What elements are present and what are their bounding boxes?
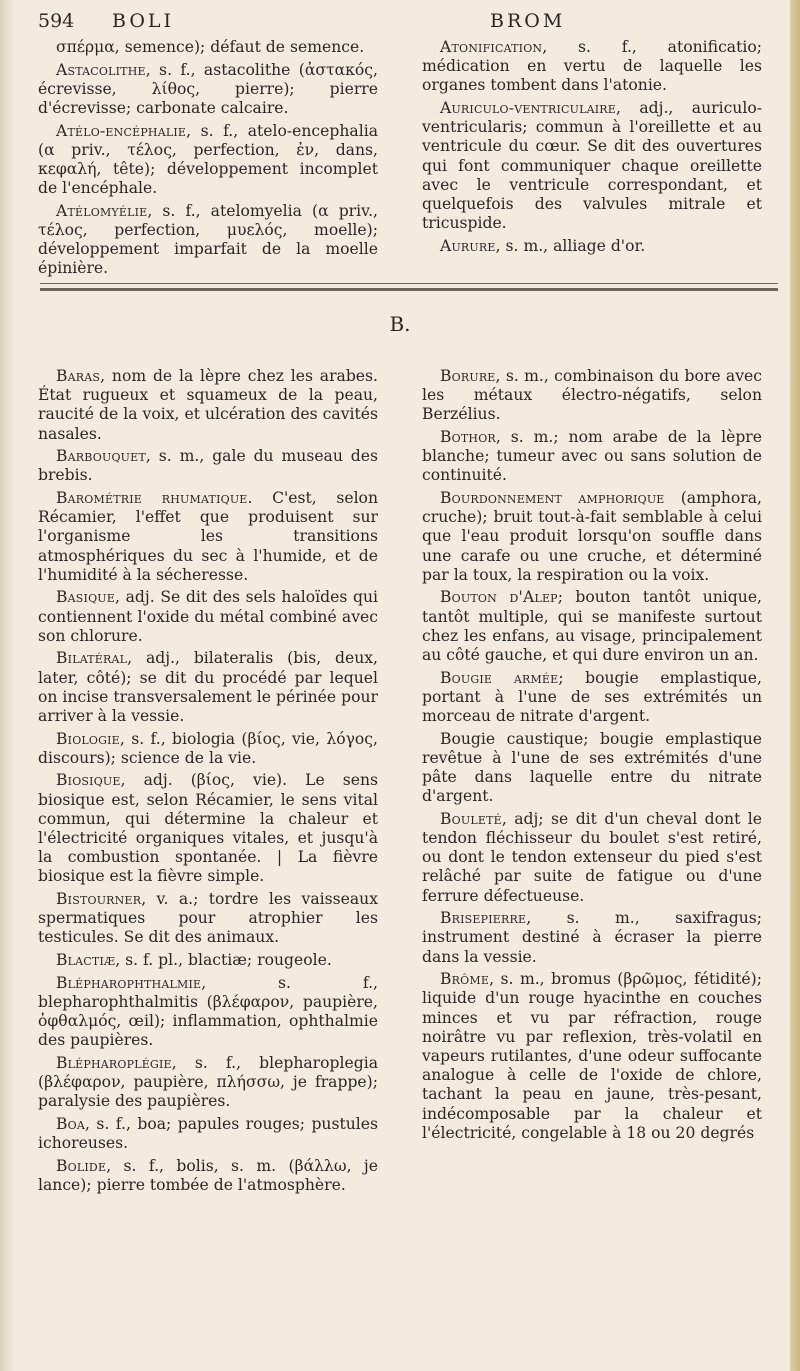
entry-term: Bouleté [440,809,502,828]
entry-term: Auriculo-ventriculaire [440,99,616,117]
entry-definition: , nom de la lèpre chez les arabes. État rugueux et squameux de la peau, raucité de la voix, et ulcération des cavités nasales. [38,367,378,443]
entry-definition: , s. f., boa; papules rouges; pustules ichoreuses. [38,1114,378,1153]
dictionary-entry [38,588,378,646]
entry-definition: , adj., auriculo-ventricularis; commun à l'oreillette et au ventricule du cœur. Se dit des ouvertures qui font communiquer chaque oreillette avec le ventricule correspondant, et quelquefois des valvules mitrale et tricuspide. [422,99,762,233]
column-bottom-right [422,367,762,1146]
dictionary-entry [38,1157,378,1195]
dictionary-entry [38,1115,378,1153]
entry-term: Bolide [56,1156,107,1175]
page-number: 594 [38,10,75,32]
entry-term: Atélomyélie [56,201,148,220]
dictionary-entry [38,771,378,886]
entry-definition: , s. f., atonificatio; médication en vertu de laquelle les organes tombent dans l'atonie. [422,38,762,95]
entry-definition: , s. f., biologia (βίος, vie, λόγος, discours); science de la vie. [38,729,378,767]
section-divider-thin [40,283,778,284]
dictionary-entry [422,970,762,1143]
dictionary-entry [422,367,762,425]
entry-term: Basique [56,588,116,607]
dictionary-entry [38,649,378,726]
column-top-left [38,38,378,282]
entry-definition: , s. m., gale du museau des brebis. [38,447,378,485]
section-letter: B. [389,312,411,336]
entry-term: Borure [440,367,496,385]
entry-definition: ; bouton tantôt unique, tantôt multiple, qui se manifeste surtout chez les enfans, au visage, principalement au côté gauche, et qui dure environ un an. [422,588,762,665]
running-head-right: BROM [490,10,566,32]
entry-term: Barométrie rhumatique [56,489,248,507]
entry-term: Brisepierre [440,909,527,928]
entry-definition: , s. f., bolis, s. m. (βάλλω, je lance); pierre tombée de l'atmosphère. [38,1156,378,1194]
dictionary-entry [422,99,762,233]
column-bottom-left [38,367,378,1198]
entry-term: Barbouquet [56,447,146,466]
entry-definition: , adj., bilateralis (bis, deux, later, côté); se dit du procédé par lequel on incise transversalement le périnée pour arriver à la vessie. [38,649,378,726]
dictionary-entry [422,909,762,967]
dictionary-entry [422,810,762,906]
dictionary-entry [38,730,378,768]
dictionary-entry [38,61,378,119]
entry-term: Bothor [440,428,496,446]
entry-definition: , s. f., atelomyelia (α priv., τέλος, perfection, μυελός, moelle); développement imparfait de la moelle épinière. [38,201,378,278]
entry-term: Boa [56,1114,86,1133]
entry-definition: . C'est, selon Récamier, l'effet que produisent sur l'organisme les transitions atmosphériques du sec à l'humide, et de l'humidité à la sécheresse. [38,489,378,584]
dictionary-entry [422,38,762,96]
entry-term: Baras [56,367,101,385]
entry-definition: , v. a.; tordre les vaisseaux spermatiques pour atrophier les testicules. Se dit des animaux. [38,890,378,947]
dictionary-entry [38,202,378,279]
dictionary-entry [38,890,378,948]
dictionary-entry [38,974,378,1051]
entry-definition: (amphora, cruche); bruit tout-à-fait semblable à celui que l'eau produit lorsqu'on souffle dans une carafe ou une cruche, et déterminé par la toux, la respiration ou la voix. [422,489,763,584]
dictionary-entry [422,669,762,727]
entry-term: Blépharophthalmie [56,973,202,992]
entry-definition: , s. f., blepharophthalmitis (βλέφαρον, paupière, ὀφθαλμός, œil); inflammation, ophthalmie des paupières. [38,973,378,1050]
entry-term: Brôme [440,970,490,989]
dictionary-entry [38,38,378,57]
dictionary-entry [38,447,378,485]
entry-definition: ; bougie emplastique, portant à l'une de ses extrémités un morceau de nitrate d'argent. [422,668,762,726]
page-header [0,0,800,40]
entry-term: Atélo-encéphalie [56,121,187,140]
page-edge [790,0,800,1371]
dictionary-entry [38,1054,378,1112]
gutter-shadow [0,0,14,1371]
entry-definition: σπέρμα, semence); défaut de semence. [56,38,365,56]
dictionary-entry [38,951,378,970]
entry-term: Bourdonnement amphorique [440,489,665,507]
running-head-left: BOLI [112,10,175,32]
entry-definition: , s. m., saxifragus; instrument destiné à écraser la pierre dans la vessie. [422,909,762,966]
dictionary-entry [38,489,378,585]
dictionary-entry [422,428,762,486]
entry-term: Bilatéral [56,649,128,668]
entry-term: Bistourner [56,890,142,909]
entry-definition: , s. f., astacolithe (ἀστακός, écrevisse, λίθος, pierre); pierre d'écrevisse; carbonate calcaire. [38,60,378,117]
dictionary-entry [38,367,378,444]
dictionary-entry [38,122,378,199]
entry-definition: , adj; se dit d'un cheval dont le tendon fléchisseur du boulet s'est retiré, ou dont le tendon extenseur du pied s'est relâché par suite de fatigue ou d'une ferrure défectueuse. [422,809,762,905]
entry-term: Blépharoplégie [56,1053,172,1072]
dictionary-entry [422,237,762,256]
entry-term: Biologie [56,729,120,748]
entry-definition: , s. m., alliage d'or. [495,236,646,255]
entry-definition: , s. f., atelo-encephalia (α priv., τέλος, perfection, ἐν, dans, κεφαλή, tête); développement incomplet de l'encéphale. [38,121,378,198]
entry-term: Atonification [440,38,543,56]
entry-definition: , s. m.; nom arabe de la lèpre blanche; tumeur avec ou sans solution de continuité. [422,428,762,485]
entry-term: Bougie armée [440,668,559,687]
entry-term: Astacolithe [56,60,146,79]
entry-definition: , s. m., bromus (βρῶμος, fétidité); liquide d'un rouge hyacinthe en couches minces et vu par réfraction, rouge noirâtre vu par reflexion, très-volatil en vapeurs rutilantes, d'une odeur suffocante analogue à celle de l'oxide de chlore, tachant la peau en jaune, très-pesant, indécomposable par la chaleur et l'électricité, congelable à 18 ou 20 degrés [422,970,762,1142]
entry-term: Biosique [56,771,121,790]
entry-definition: Bougie caustique; bougie emplastique revêtue à l'une de ses extrémités d'une pâte dans laquelle entre du nitrate d'argent. [422,729,762,806]
entry-term: Blactiæ [56,951,116,970]
entry-definition: , s. m., combinaison du bore avec les métaux électro-négatifs, selon Berzélius. [422,367,762,424]
entry-definition: , adj. (βίος, vie). Le sens biosique est, selon Récamier, le sens vital commun, qui détermine la chaleur et l'électricité organiques vitales, et jusqu'à la combustion spontanée. | La fièvre biosique est la fièvre simple. [38,771,378,886]
dictionary-entry [422,588,762,665]
entry-definition: , s. f. pl., blactiæ; rougeole. [115,951,332,970]
dictionary-entry [422,489,762,585]
entry-term: Aurure [440,236,496,255]
section-divider-thick [40,288,778,291]
entry-definition: , adj. Se dit des sels haloïdes qui contiennent l'oxide du métal combiné avec son chlorure. [38,588,378,645]
dictionary-entry [422,730,762,807]
entry-definition: , s. f., blepharoplegia (βλέφαρον, paupière, πλήσσω, je frappe); paralysie des paupières. [38,1053,378,1111]
entry-term: Bouton d'Alep [440,588,558,607]
column-top-right [422,38,762,259]
